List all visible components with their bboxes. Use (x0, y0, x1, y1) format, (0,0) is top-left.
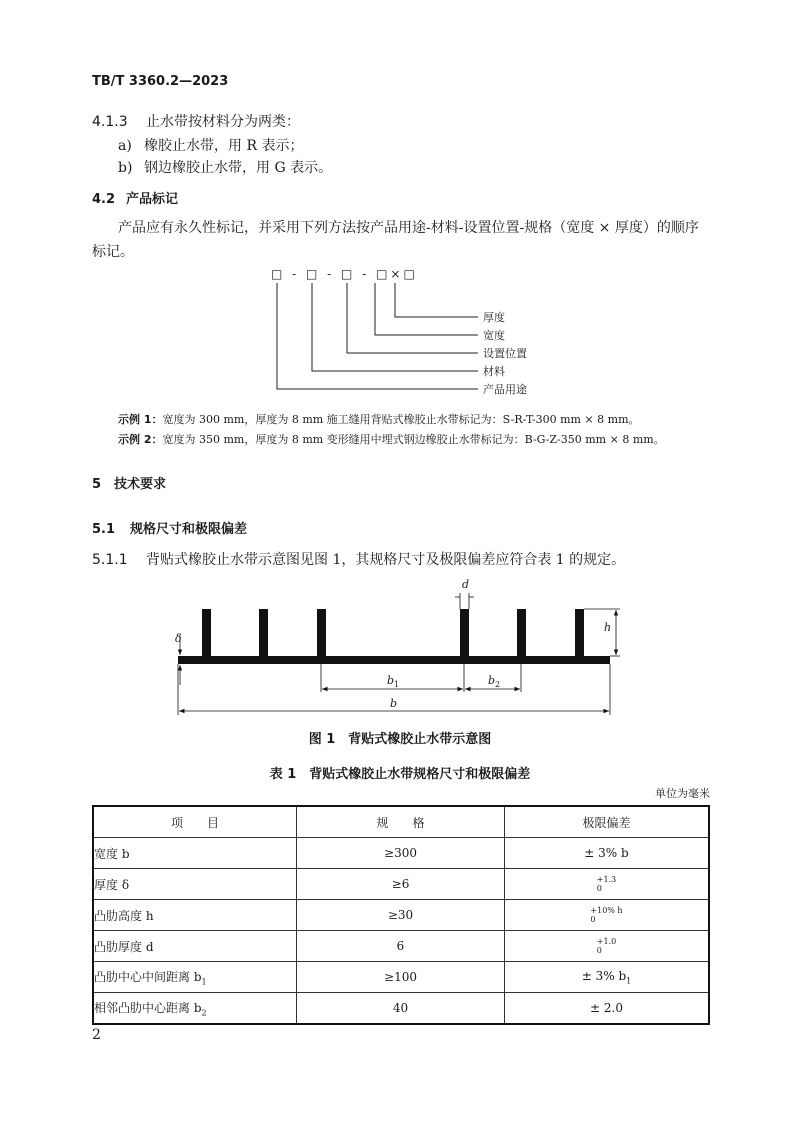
item-cell: 凸肋中心中间距离 $b_1$ (93, 962, 297, 993)
dim-label-b2: $b_2$ (488, 674, 501, 690)
table-row (93, 900, 709, 931)
list-item-text: 钢边橡胶止水带，用 G 表示。 (144, 160, 333, 176)
tolerance-cell: ± 2.0 (505, 993, 710, 1025)
tolerance-cell: +10% h 0 (505, 900, 710, 931)
item-cell: 凸肋厚度 d (93, 931, 297, 962)
item-cell: 凸肋高度 h (93, 900, 297, 931)
section-number: 5.1 (92, 522, 116, 537)
clause-4-1-3 (92, 111, 300, 131)
list-item (118, 157, 332, 177)
tolerance-cell: ± 3% b (505, 838, 710, 869)
leader-line (375, 283, 478, 335)
mark-label: 材料 (483, 365, 505, 378)
list-item (118, 135, 303, 155)
rib (460, 609, 469, 659)
section-title: 规格尺寸和极限偏差 (130, 522, 248, 537)
mark-template: □ - □ - □ - □×□ (271, 267, 418, 281)
dim-label-d: d (462, 578, 470, 591)
dim-label-b1: $b_1$ (387, 674, 400, 690)
paragraph-line: 标记。 (92, 244, 134, 260)
list-item-label: b) (118, 160, 133, 176)
leader-line (395, 283, 478, 317)
section-heading-5-1 (92, 518, 247, 537)
column-header: 项 目 (93, 806, 297, 838)
tolerance-cell: +1.3 0 (505, 869, 710, 900)
clause-text: 背贴式橡胶止水带示意图见图 1，其规格尺寸及极限偏差应符合表 1 的规定。 (146, 552, 626, 568)
figure-1-drawing (170, 575, 630, 720)
spec-table (92, 805, 710, 1025)
table-caption: 表 1 背贴式橡胶止水带规格尺寸和极限偏差 (269, 767, 531, 782)
item-cell: 厚度 δ (93, 869, 297, 900)
tolerance-cell: +1.0 0 (505, 931, 710, 962)
mark-label: 产品用途 (483, 383, 527, 396)
standard-number: TB/T 3360.2—2023 (92, 74, 229, 89)
clause-number: 5.1.1 (92, 552, 128, 568)
column-header: 极限偏差 (505, 806, 710, 838)
spec-cell: ≥300 (297, 838, 505, 869)
section-title: 技术要求 (114, 477, 167, 492)
clause-number: 4.1.3 (92, 114, 128, 130)
example-1 (118, 411, 640, 427)
section-number: 5 (92, 477, 102, 492)
base-strip (178, 656, 610, 664)
section-title: 产品标记 (126, 192, 179, 207)
mark-label: 设置位置 (483, 347, 527, 360)
spec-cell: ≥100 (297, 962, 505, 993)
mark-label: 宽度 (483, 329, 505, 342)
rib (202, 609, 211, 659)
table-row (93, 838, 709, 869)
section-heading-4-2 (92, 188, 178, 207)
leader-line (347, 283, 478, 353)
clause-text: 止水带按材料分为两类： (146, 114, 300, 130)
table-row (93, 869, 709, 900)
dim-label-b: b (390, 697, 398, 710)
item-cell: 相邻凸肋中心距离 $b_2$ (93, 993, 297, 1025)
mark-label: 厚度 (483, 311, 505, 324)
rib (517, 609, 526, 659)
table-unit: 单位为毫米 (655, 787, 710, 800)
example-text: 宽度为 350 mm，厚度为 8 mm 变形缝用中埋式钢边橡胶止水带标记为：B-G-Z-350 mm × 8 mm。 (162, 433, 665, 446)
spec-cell: 40 (297, 993, 505, 1025)
leader-line (277, 283, 478, 389)
dim-label-delta: δ (175, 632, 182, 645)
list-item-label: a) (118, 138, 132, 154)
spec-cell: 6 (297, 931, 505, 962)
table-row (93, 993, 709, 1025)
column-header: 规 格 (297, 806, 505, 838)
rib (575, 609, 584, 659)
example-2 (118, 431, 665, 447)
list-item-text: 橡胶止水带，用 R 表示； (144, 138, 304, 154)
spec-cell: ≥30 (297, 900, 505, 931)
table-row (93, 962, 709, 993)
section-heading-5 (92, 473, 166, 492)
rib (317, 609, 326, 659)
example-label: 示例 2： (118, 433, 163, 446)
paragraph-line: 产品应有永久性标记，并采用下列方法按产品用途-材料-设置位置-规格（宽度 × 厚度）的顺序 (118, 220, 699, 236)
tolerance-cell: ± 3% $b_1$ (505, 962, 710, 993)
rib (259, 609, 268, 659)
page-number: 2 (92, 1027, 101, 1043)
item-cell: 宽度 b (93, 838, 297, 869)
example-text: 宽度为 300 mm，厚度为 8 mm 施工缝用背贴式橡胶止水带标记为：S-R-T-300 mm × 8 mm。 (162, 413, 640, 426)
table-header-row (93, 806, 709, 838)
clause-5-1-1 (92, 549, 625, 569)
section-number: 4.2 (92, 192, 116, 207)
dim-label-h: h (604, 621, 612, 634)
example-label: 示例 1： (118, 413, 163, 426)
spec-cell: ≥6 (297, 869, 505, 900)
table-row (93, 931, 709, 962)
figure-caption: 图 1 背贴式橡胶止水带示意图 (308, 732, 492, 747)
mark-leader-lines (270, 280, 480, 395)
